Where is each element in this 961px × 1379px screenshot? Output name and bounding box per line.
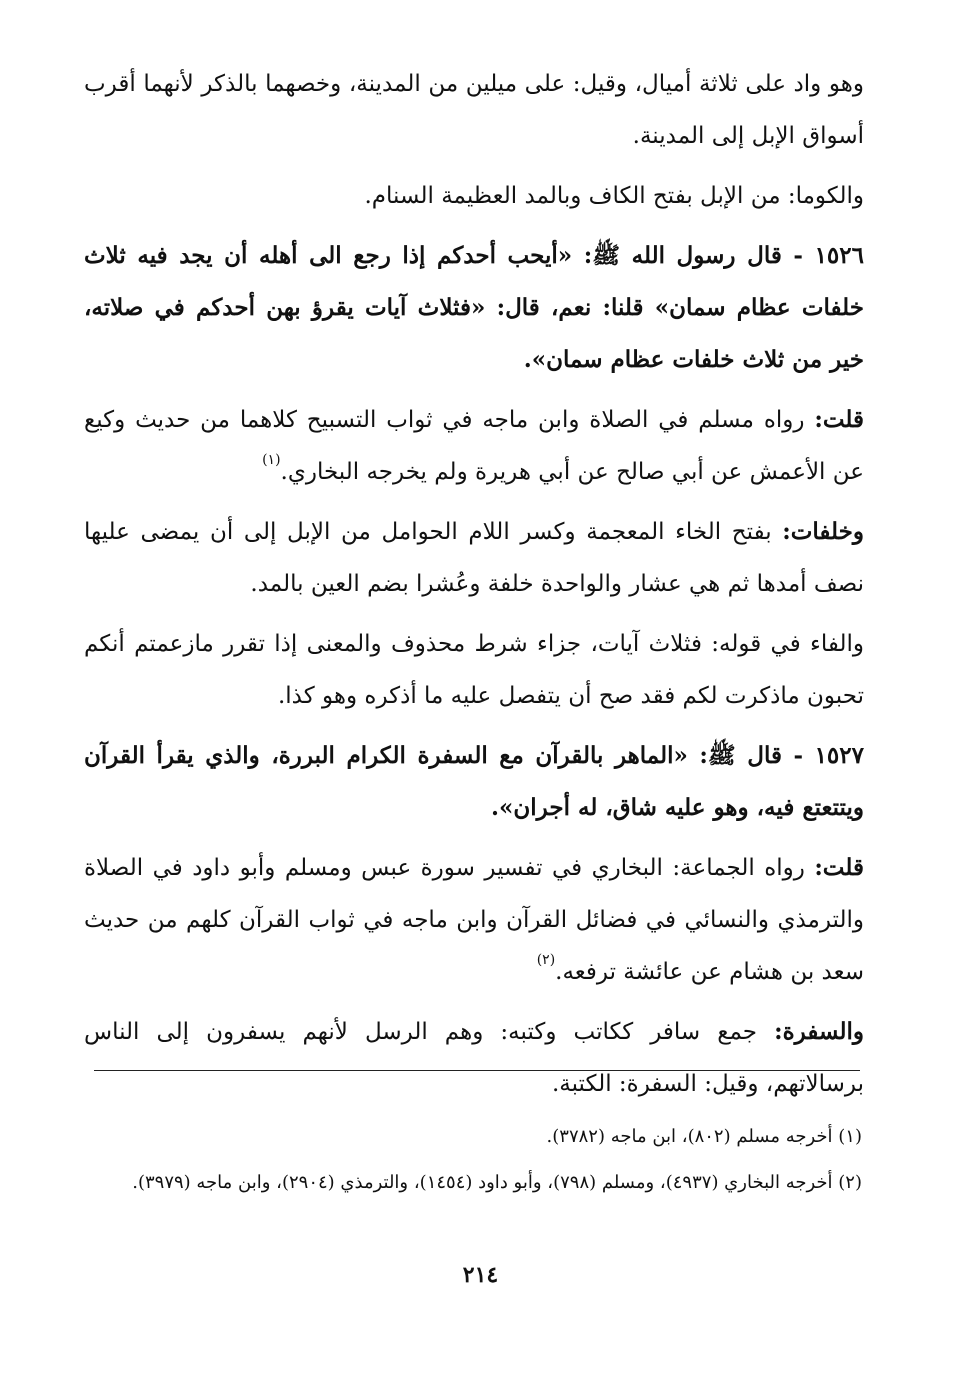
main-text	[84, 58, 864, 1118]
page-number: ٢١٤	[462, 1262, 499, 1288]
commentary-text: رواه الجماعة: البخاري في تفسير سورة عبس ومسلم وأبو داود في الصلاة والترمذي والنسائي في فضائل القرآن وابن ماجه في ثواب القرآن كلهم من حديث سعد بن هشام عن عائشة ترفعه.	[84, 855, 864, 985]
footnote-2: (٢) أخرجه البخاري (٤٩٣٧)، ومسلم (٧٩٨)، وأبو داود (١٤٥٤)، والترمذي (٢٩٠٤)، وابن ماجه (٣٩٧٩).	[132, 1172, 862, 1193]
qult-label: قلت:	[814, 854, 864, 881]
commentary-1527	[84, 842, 864, 998]
footnotes	[90, 1118, 862, 1210]
hadith-1527: ١٥٢٧ - قال ﷺ: «الماهر بالقرآن مع السفرة الكرام البررة، والذي يقرأ القرآن ويتتعتع فيه، وهو عليه شاق، له أجران».	[84, 742, 864, 821]
paragraph-3: والفاء في قوله: فثلاث آيات، جزاء شرط محذوف والمعنى إذا تقرر مازعمتم أنكم تحبون ماذكرت لكم فقد صح أن يتفصل عليه ما أذكره وهو كذا.	[84, 631, 864, 709]
paragraph-1: وهو واد على ثلاثة أميال، وقيل: على ميلين من المدينة، وخصهما بالذكر لأنهما أقرب أسواق الإبل إلى المدينة.	[84, 71, 864, 149]
commentary-text: رواه مسلم في الصلاة وابن ماجه في ثواب التسبيح كلاهما من حديث وكيع عن الأعمش عن أبي صالح عن أبي هريرة ولم يخرجه البخاري.	[84, 407, 864, 485]
definition-text: جمع سافر ككاتب وكتبه: وهم الرسل لأنهم يسفرون إلى الناس برسالاتهم، وقيل: السفرة: الكتبة.	[84, 1019, 864, 1097]
definition-khalifat	[84, 506, 864, 610]
definition-text: بفتح الخاء المعجمة وكسر اللام الحوامل من الإبل إلى أن يمضى عليها نصف أمدها ثم هي عشار والواحدة خلفة وعُشرا بضم العين بالمد.	[84, 519, 864, 597]
footnote-1: (١) أخرجه مسلم (٨٠٢)، ابن ماجه (٣٧٨٢).	[546, 1126, 862, 1147]
footnote-divider	[94, 1070, 860, 1071]
footnote-ref-2: (٢)	[536, 952, 556, 969]
hadith-1526: ١٥٢٦ - قال رسول الله ﷺ: «أيحب أحدكم إذا رجع الى أهله أن يجد فيه ثلاث خلفات عظام سمان» قلنا: نعم، قال: «فثلاث آيات يقرؤ بهن أحدكم في صلاته، خير من ثلاث خلفات عظام سمان».	[84, 242, 864, 373]
footnote-ref-1: (١)	[262, 452, 281, 469]
definition-term: وخلفات:	[782, 518, 864, 545]
qult-label: قلت:	[814, 406, 865, 433]
definition-term: والسفرة:	[774, 1018, 864, 1045]
definition-safara	[84, 1006, 864, 1110]
commentary-1526	[84, 394, 864, 498]
paragraph-2: والكوما: من الإبل بفتح الكاف وبالمد العظيمة السنام.	[364, 183, 864, 209]
